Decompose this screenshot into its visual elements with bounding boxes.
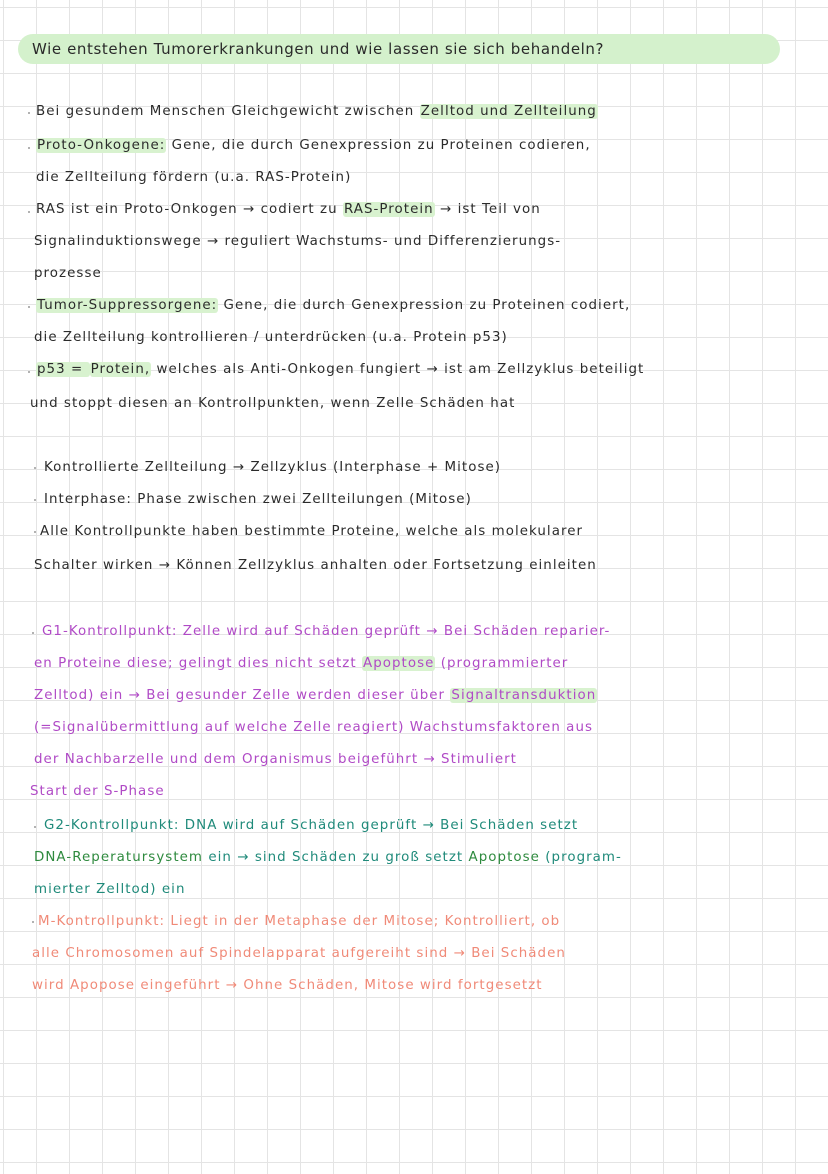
text-line: M-Kontrollpunkt: Liegt in der Metaphase der Mitose; Kontrolliert, ob bbox=[38, 914, 561, 929]
highlighted-term: Tumor-Suppressorgene: bbox=[37, 298, 218, 313]
text-segment: → ist Teil von bbox=[434, 202, 541, 217]
text-segment: en Proteine diese; gelingt dies nicht setzt bbox=[34, 656, 362, 671]
text-line bbox=[36, 298, 630, 313]
text-line: die Zellteilung fördern (u.a. RAS-Protein) bbox=[36, 170, 352, 185]
bullet-dot bbox=[32, 921, 34, 923]
text-line bbox=[34, 850, 622, 865]
text-line: wird Apopose eingeführt → Ohne Schäden, Mitose wird fortgesetzt bbox=[32, 978, 543, 993]
bullet-dot bbox=[34, 531, 36, 533]
text-line: Signalinduktionswege → reguliert Wachstums- und Differenzierungs- bbox=[34, 234, 562, 249]
bullet-dot bbox=[28, 147, 30, 149]
highlighted-term: Apoptose bbox=[468, 850, 540, 865]
highlighted-term: DNA-Reperatursystem bbox=[34, 850, 204, 865]
bullet-dot bbox=[34, 499, 36, 501]
text-line: (=Signalübermittlung auf welche Zelle reagiert) Wachstumsfaktoren aus bbox=[34, 720, 594, 735]
highlighted-term: Zelltod und Zellteilung bbox=[420, 104, 597, 119]
page-title: Wie entstehen Tumorerkrankungen und wie lassen sie sich behandeln? bbox=[32, 40, 605, 58]
text-line: Alle Kontrollpunkte haben bestimmte Proteine, welche als molekularer bbox=[40, 524, 584, 539]
highlighted-term: Protein, bbox=[90, 362, 151, 377]
text-segment: welches als Anti-Onkogen fungiert → ist am Zellzyklus beteiligt bbox=[151, 362, 645, 377]
text-line bbox=[36, 202, 541, 217]
text-line: Kontrollierte Zellteilung → Zellzyklus (Interphase + Mitose) bbox=[44, 460, 502, 475]
text-line: der Nachbarzelle und dem Organismus beigeführt → Stimuliert bbox=[34, 752, 517, 767]
text-line bbox=[36, 104, 598, 119]
title-highlight bbox=[18, 34, 780, 64]
text-segment: ein → sind Schäden zu groß setzt bbox=[203, 850, 469, 865]
text-line: und stoppt diesen an Kontrollpunkten, wenn Zelle Schäden hat bbox=[30, 396, 516, 411]
text-line: mierter Zelltod) ein bbox=[34, 882, 186, 897]
text-segment: (program- bbox=[539, 850, 622, 865]
bullet-dot bbox=[34, 467, 36, 469]
text-line bbox=[34, 656, 568, 671]
highlighted-term: Apoptose bbox=[362, 656, 435, 671]
text-segment: RAS ist ein Proto-Onkogen → codiert zu bbox=[36, 202, 343, 217]
highlighted-term: RAS-Protein bbox=[343, 202, 434, 217]
text-line: G1-Kontrollpunkt: Zelle wird auf Schäden geprüft → Bei Schäden reparier- bbox=[42, 624, 611, 639]
highlighted-term: Proto-Onkogene: bbox=[37, 138, 166, 153]
text-segment: Gene, die durch Genexpression zu Proteinen codieren, bbox=[166, 138, 591, 153]
text-line: die Zellteilung kontrollieren / unterdrücken (u.a. Protein p53) bbox=[34, 330, 508, 345]
text-line: prozesse bbox=[34, 266, 102, 281]
text-line: G2-Kontrollpunkt: DNA wird auf Schäden geprüft → Bei Schäden setzt bbox=[44, 818, 579, 833]
highlighted-term: Signaltransduktion bbox=[451, 688, 597, 703]
text-segment: Gene, die durch Genexpression zu Proteinen codiert, bbox=[218, 298, 631, 313]
bullet-dot bbox=[28, 371, 30, 373]
text-line: Schalter wirken → Können Zellzyklus anhalten oder Fortsetzung einleiten bbox=[34, 558, 597, 573]
text-line: Interphase: Phase zwischen zwei Zellteilungen (Mitose) bbox=[44, 492, 472, 507]
highlighted-term: p53 = bbox=[37, 362, 89, 377]
text-segment: (programmierter bbox=[435, 656, 569, 671]
text-line: Start der S-Phase bbox=[30, 784, 165, 799]
text-line: alle Chromosomen auf Spindelapparat aufgereiht sind → Bei Schäden bbox=[32, 946, 566, 961]
bullet-dot bbox=[28, 306, 30, 308]
text-line bbox=[34, 688, 597, 703]
text-line bbox=[36, 362, 644, 377]
bullet-dot bbox=[34, 826, 36, 828]
text-line bbox=[36, 138, 591, 153]
text-segment: Zelltod) ein → Bei gesunder Zelle werden dieser über bbox=[34, 688, 451, 703]
bullet-dot bbox=[28, 112, 30, 114]
bullet-dot bbox=[32, 632, 34, 634]
bullet-dot bbox=[28, 211, 30, 213]
text-segment: Bei gesundem Menschen Gleichgewicht zwischen bbox=[36, 104, 420, 119]
